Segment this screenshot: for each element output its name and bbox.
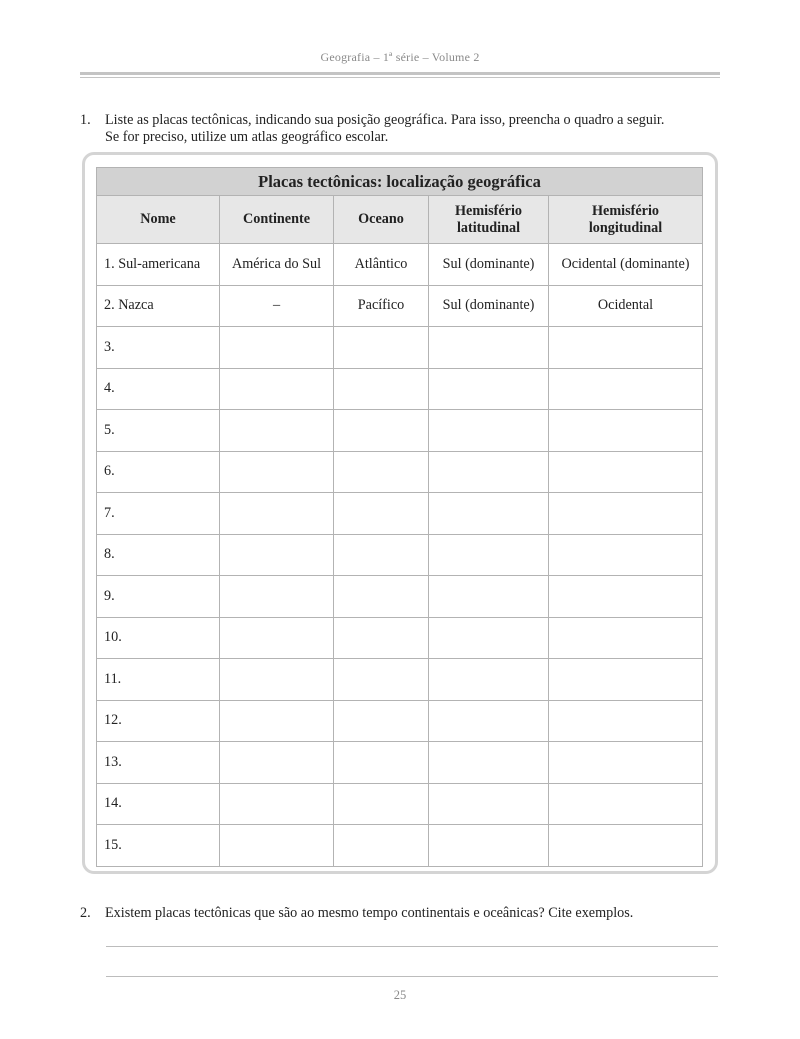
cell-oceano[interactable]: [334, 825, 429, 867]
table-row: [97, 659, 703, 701]
cell-nome: 7.: [97, 493, 220, 535]
cell-oceano[interactable]: [334, 451, 429, 493]
cell-nome: 10.: [97, 617, 220, 659]
cell-continente[interactable]: [220, 368, 334, 410]
cell-oceano[interactable]: [334, 534, 429, 576]
cell-nome: 14.: [97, 783, 220, 825]
running-header: Geografia – 1ª série – Volume 2: [320, 50, 480, 64]
table-row: [97, 244, 703, 286]
question-2: [80, 905, 725, 922]
cell-hemisferio-longitudinal[interactable]: [549, 783, 703, 825]
cell-oceano[interactable]: [334, 410, 429, 452]
cell-continente[interactable]: [220, 576, 334, 618]
cell-oceano[interactable]: [334, 659, 429, 701]
answer-line[interactable]: [106, 946, 718, 947]
cell-nome: 9.: [97, 576, 220, 618]
cell-continente[interactable]: [220, 451, 334, 493]
cell-hemisferio-longitudinal[interactable]: [549, 327, 703, 369]
column-header-hemisferio-longitudinal-line-2: longitudinal: [588, 219, 663, 236]
header-rule-thin: [80, 77, 720, 78]
table-header-row: [97, 196, 703, 244]
cell-oceano[interactable]: [334, 617, 429, 659]
cell-hemisferio-longitudinal[interactable]: [549, 825, 703, 867]
table-row: [97, 368, 703, 410]
table-row: [97, 534, 703, 576]
tectonic-plates-table: [96, 167, 703, 867]
question-1: [80, 112, 725, 146]
question-2-number: 2.: [80, 905, 91, 921]
cell-hemisferio-longitudinal[interactable]: [549, 451, 703, 493]
cell-hemisferio-latitudinal[interactable]: [429, 410, 549, 452]
cell-continente: América do Sul: [220, 244, 334, 286]
cell-oceano[interactable]: [334, 783, 429, 825]
cell-hemisferio-longitudinal[interactable]: [549, 410, 703, 452]
column-header-oceano: Oceano: [334, 196, 429, 244]
cell-hemisferio-longitudinal[interactable]: [549, 534, 703, 576]
table-row: [97, 825, 703, 867]
cell-hemisferio-latitudinal[interactable]: [429, 451, 549, 493]
cell-nome: 11.: [97, 659, 220, 701]
table-row: [97, 742, 703, 784]
cell-continente[interactable]: [220, 825, 334, 867]
cell-hemisferio-latitudinal[interactable]: [429, 493, 549, 535]
cell-hemisferio-latitudinal[interactable]: [429, 617, 549, 659]
cell-hemisferio-latitudinal[interactable]: [429, 742, 549, 784]
cell-oceano[interactable]: [334, 327, 429, 369]
column-header-hemisferio-longitudinal: [549, 196, 703, 244]
cell-hemisferio-longitudinal[interactable]: [549, 659, 703, 701]
column-header-hemisferio-latitudinal-line-2: latitudinal: [456, 219, 521, 236]
question-1-number: 1.: [80, 112, 91, 128]
cell-continente[interactable]: [220, 659, 334, 701]
cell-hemisferio-longitudinal[interactable]: [549, 368, 703, 410]
cell-hemisferio-latitudinal: Sul (dominante): [429, 285, 549, 327]
question-1-text: [105, 112, 725, 146]
cell-oceano[interactable]: [334, 493, 429, 535]
header-rule: [80, 72, 720, 75]
cell-oceano[interactable]: [334, 700, 429, 742]
cell-hemisferio-latitudinal[interactable]: [429, 783, 549, 825]
table-row: [97, 410, 703, 452]
cell-continente[interactable]: [220, 742, 334, 784]
cell-oceano[interactable]: [334, 576, 429, 618]
column-header-hemisferio-latitudinal: [429, 196, 549, 244]
table-row: [97, 783, 703, 825]
question-2-text: Existem placas tectônicas que são ao mesmo tempo continentais e oceânicas? Cite exemplos.: [105, 905, 634, 921]
cell-nome: 5.: [97, 410, 220, 452]
cell-oceano[interactable]: [334, 742, 429, 784]
table-title: Placas tectônicas: localização geográfica: [97, 168, 703, 196]
column-header-nome: Nome: [97, 196, 220, 244]
cell-hemisferio-latitudinal: Sul (dominante): [429, 244, 549, 286]
cell-nome: 2. Nazca: [97, 285, 220, 327]
cell-continente[interactable]: [220, 617, 334, 659]
cell-continente[interactable]: [220, 700, 334, 742]
cell-hemisferio-latitudinal[interactable]: [429, 825, 549, 867]
cell-continente[interactable]: [220, 327, 334, 369]
cell-nome: 3.: [97, 327, 220, 369]
table-row: [97, 700, 703, 742]
cell-continente[interactable]: [220, 493, 334, 535]
cell-hemisferio-longitudinal[interactable]: [549, 576, 703, 618]
table-row: [97, 451, 703, 493]
cell-nome: 12.: [97, 700, 220, 742]
cell-nome: 15.: [97, 825, 220, 867]
question-1-text-line-2: Se for preciso, utilize um atlas geográfico escolar.: [105, 129, 389, 145]
cell-hemisferio-latitudinal[interactable]: [429, 700, 549, 742]
cell-hemisferio-longitudinal: Ocidental (dominante): [549, 244, 703, 286]
question-1-text-line-1: Liste as placas tectônicas, indicando sua posição geográfica. Para isso, preencha o quadro a seguir.: [105, 112, 665, 128]
cell-continente[interactable]: [220, 410, 334, 452]
table-row: [97, 493, 703, 535]
cell-hemisferio-longitudinal[interactable]: [549, 700, 703, 742]
cell-hemisferio-longitudinal[interactable]: [549, 742, 703, 784]
table-row: [97, 327, 703, 369]
cell-oceano: Atlântico: [334, 244, 429, 286]
cell-hemisferio-latitudinal[interactable]: [429, 576, 549, 618]
column-header-hemisferio-longitudinal-line-1: Hemisfério: [592, 202, 659, 219]
cell-continente[interactable]: [220, 534, 334, 576]
cell-oceano[interactable]: [334, 368, 429, 410]
cell-continente: –: [220, 285, 334, 327]
cell-nome: 1. Sul-americana: [97, 244, 220, 286]
column-header-hemisferio-latitudinal-line-1: Hemisfério: [455, 202, 522, 219]
cell-hemisferio-latitudinal[interactable]: [429, 534, 549, 576]
column-header-continente: Continente: [220, 196, 334, 244]
cell-hemisferio-longitudinal[interactable]: [549, 617, 703, 659]
page-number: 25: [393, 988, 407, 1002]
cell-hemisferio-latitudinal[interactable]: [429, 327, 549, 369]
table-row: [97, 617, 703, 659]
answer-line[interactable]: [106, 976, 718, 977]
cell-nome: 4.: [97, 368, 220, 410]
cell-hemisferio-latitudinal[interactable]: [429, 368, 549, 410]
cell-nome: 13.: [97, 742, 220, 784]
cell-oceano: Pacífico: [334, 285, 429, 327]
table-row: [97, 576, 703, 618]
cell-nome: 8.: [97, 534, 220, 576]
cell-hemisferio-latitudinal[interactable]: [429, 659, 549, 701]
cell-continente[interactable]: [220, 783, 334, 825]
table-row: [97, 285, 703, 327]
cell-hemisferio-longitudinal: Ocidental: [549, 285, 703, 327]
cell-nome: 6.: [97, 451, 220, 493]
cell-hemisferio-longitudinal[interactable]: [549, 493, 703, 535]
table-title-row: [97, 168, 703, 196]
